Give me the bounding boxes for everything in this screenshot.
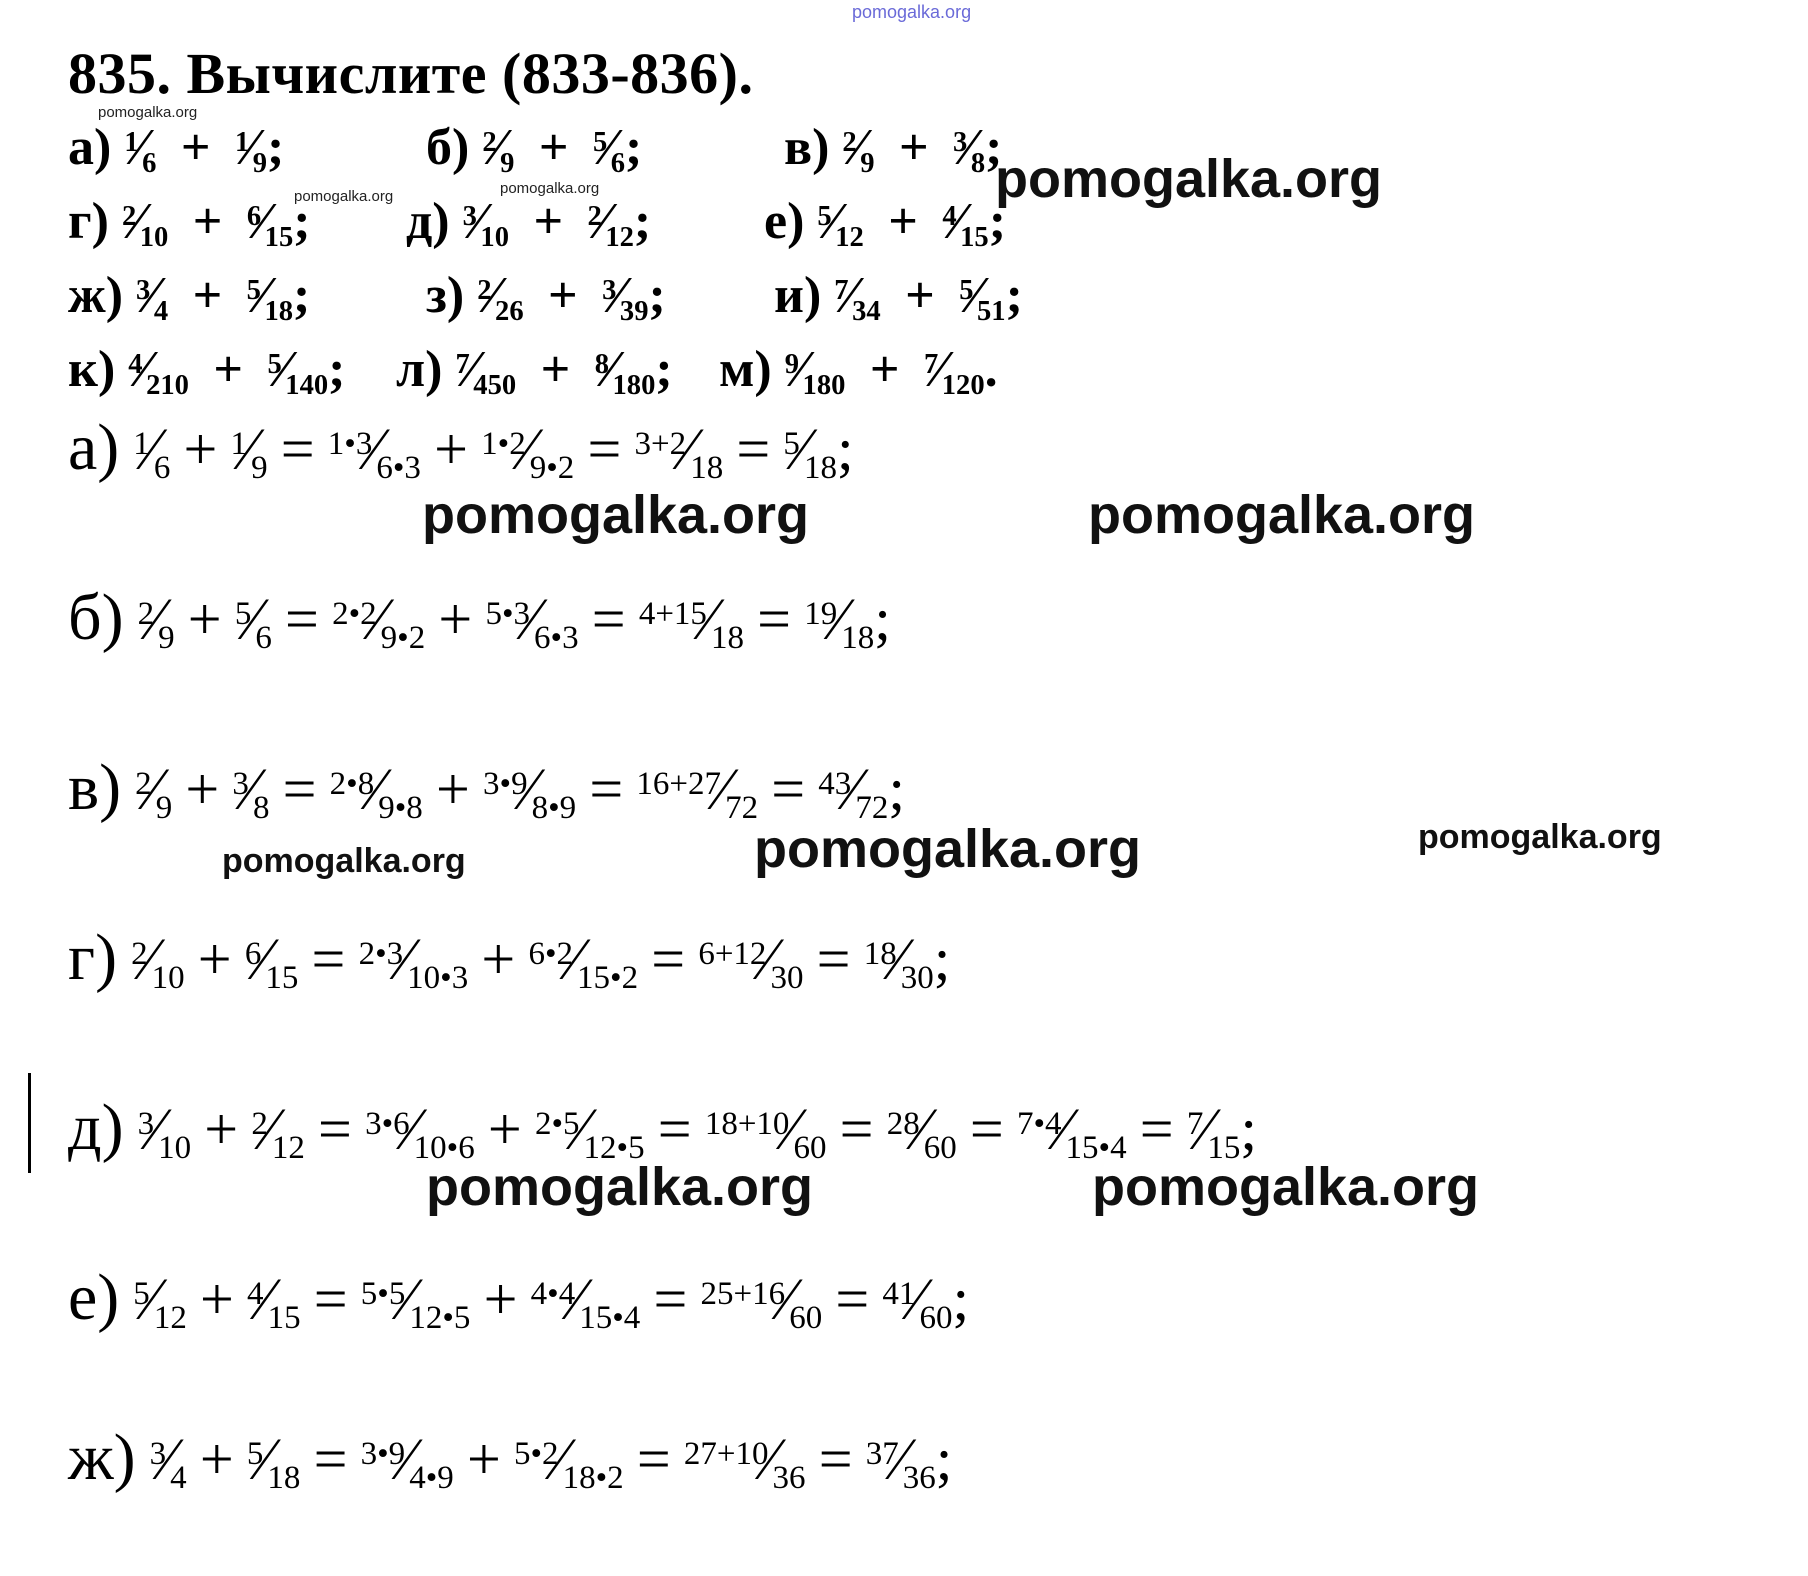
watermark-big-1: pomogalka.org [995,149,1383,209]
watermark-small-1: pomogalka.org [98,104,198,121]
watermark-small-2: pomogalka.org [294,188,394,205]
problem-a: а) $^1$⁄6 + $^1$⁄9; [68,119,285,179]
solution-a: а) $^1$⁄6 + $^1$⁄9 = $^{1•3}$⁄6•3 + $^{1•2}$⁄9•2 = $^{3+2}$⁄18 = $^5$⁄18; [68,411,854,487]
watermark-mid-1: pomogalka.org [222,842,466,880]
site-mark-top: pomogalka.org [852,2,972,22]
problem-g: г) $^2$⁄10 + $^6$⁄15; [68,193,311,253]
left-edge-bar [28,1073,31,1173]
watermark-mid-2: pomogalka.org [1418,818,1662,856]
problem-row-3 [68,266,1023,325]
watermark-big-4: pomogalka.org [754,819,1142,879]
problem-row-4 [68,340,998,399]
watermark-big-2: pomogalka.org [422,485,810,545]
page-title: 835. Вычислите (833-836). [68,41,754,106]
problem-i: и) $^7$⁄34 + $^5$⁄51; [774,267,1023,327]
problem-v: в) $^2$⁄9 + $^3$⁄8; [784,119,1003,179]
problem-row-2 [68,192,1006,251]
problem-m: м) $^9$⁄180 + $^7$⁄120. [719,341,998,401]
problem-z: з) $^2$⁄26 + $^3$⁄39; [426,267,666,327]
solution-d: д) $^3$⁄10 + $^2$⁄12 = $^{3•6}$⁄10•6 + $^{2•5}$⁄12•5 = $^{18+10}$⁄60 = $^{28}$⁄60 = $^{7•4}$⁄15•4 = $^7$⁄15; [68,1091,1258,1167]
watermark-big-5: pomogalka.org [426,1157,814,1217]
problem-k: к) $^4$⁄210 + $^5$⁄140; [68,341,346,401]
watermark-big-6: pomogalka.org [1092,1157,1480,1217]
watermark-small-3: pomogalka.org [500,180,600,197]
solution-g: г) $^2$⁄10 + $^6$⁄15 = $^{2•3}$⁄10•3 + $^{6•2}$⁄15•2 = $^{6+12}$⁄30 = $^{18}$⁄30; [68,921,951,997]
problem-d: д) $^3$⁄10 + $^2$⁄12; [406,193,652,253]
problem-e: е) $^5$⁄12 + $^4$⁄15; [764,193,1007,253]
problem-l: л) $^7$⁄450 + $^8$⁄180; [396,341,673,401]
problem-zh: ж) $^3$⁄4 + $^5$⁄18; [68,267,311,327]
solution-zh: ж) $^3$⁄4 + $^5$⁄18 = $^{3•9}$⁄4•9 + $^{5•2}$⁄18•2 = $^{27+10}$⁄36 = $^{37}$⁄36; [68,1421,953,1497]
solution-v: в) $^2$⁄9 + $^3$⁄8 = $^{2•8}$⁄9•8 + $^{3•9}$⁄8•9 = $^{16+27}$⁄72 = $^{43}$⁄72; [68,751,905,827]
solution-e: е) $^5$⁄12 + $^4$⁄15 = $^{5•5}$⁄12•5 + $^{4•4}$⁄15•4 = $^{25+16}$⁄60 = $^{41}$⁄60; [68,1261,970,1337]
problem-row-1 [68,118,1002,177]
solution-b: б) $^2$⁄9 + $^5$⁄6 = $^{2•2}$⁄9•2 + $^{5•3}$⁄6•3 = $^{4+15}$⁄18 = $^{19}$⁄18; [68,581,891,657]
watermark-big-3: pomogalka.org [1088,485,1476,545]
problem-b: б) $^2$⁄9 + $^5$⁄6; [426,119,643,179]
